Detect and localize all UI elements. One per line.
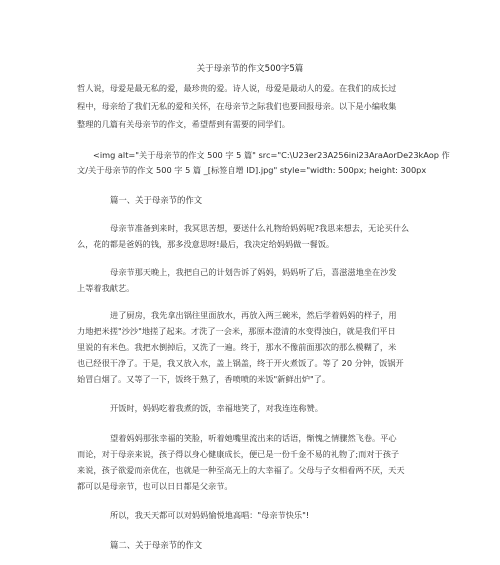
- paragraph-line: 开饭时，妈妈吃着我煮的饭，幸福地笑了，对我连连称赞。: [110, 403, 323, 413]
- paragraph-line: 始冒白烟了。又等了一下，饭终于熟了，香喷喷的米饭"新鲜出炉"了。: [77, 374, 331, 384]
- paragraph-line: 来说，孩子欲爱而亲优在，也就是一种至高无上的大幸福了。父母与子女相看两不厌，天天: [77, 465, 405, 475]
- intro-line: 程中，母亲给了我们无私的爱和关怀，在母亲节之际我们也要回报母亲。以下是小编收集: [77, 101, 397, 111]
- intro-line: 哲人说，母爱是最无私的爱，最珍贵的爱。诗人说，母爱是最动人的爱。在我们的成长过: [77, 83, 397, 93]
- intro-line: 整理的几篇有关母亲节的作文，希望帮到有需要的同学们。: [77, 119, 290, 129]
- section-heading-2: 篇二、关于母亲节的作文: [110, 540, 203, 550]
- img-tag-line: <img alt="关于母亲节的作文 500 字 5 篇" src="C:\U23er23A256ini23AraAorDe23kAop 作: [93, 150, 450, 160]
- paragraph-line: 望着妈妈那张幸福的笑脸，听着她嘴里流出来的话语，惭愧之情骤然飞卷。平心: [110, 433, 397, 443]
- paragraph-line: 力地把米搓"沙沙"地搓了起来。才洗了一会米，那原本澄清的水变得浊白，就是我们平日: [77, 326, 396, 336]
- paragraph-line: 都可以是母亲节，也可以日日都是父亲节。: [77, 481, 233, 491]
- img-tag-line: 文/关于母亲节的作文 500 字 5 篇 _[标签自增 ID].jpg" style="width: 500px; height: 300px: [77, 165, 427, 175]
- paragraph-line: 母亲节那天晚上，我把自己的计划告诉了妈妈，妈妈听了后，喜滋滋地坐在沙发: [110, 267, 397, 277]
- paragraph-line: 也已经很干净了。于是，我又放入水，盖上锅盖，终于开火煮饭了。等了 20 分钟，饭锅开: [77, 358, 404, 368]
- paragraph-line: 所以，我天天都可以对妈妈愉悦地高唱："母亲节快乐"!: [110, 510, 310, 520]
- paragraph-line: 进了厨房，我先拿出锅往里面放水，再放入两三碗米，然后学着妈妈的样子，用: [110, 310, 397, 320]
- paragraph-line: 上等着我献艺。: [77, 283, 135, 293]
- paragraph-line: 而论，对于母亲来说，孩子得以身心健康成长，便已是一份千金不易的礼物了;而对于孩子: [77, 449, 400, 459]
- paragraph-line: 里说的有米色。我把水倒掉后，又洗了一遍。终于，那水不像前面那次的那么模糊了，米: [77, 342, 397, 352]
- paragraph-line: 母亲节准备到来时，我冥思苦想，要送什么礼物给妈妈呢?我思来想去，无论买什么: [110, 223, 410, 233]
- section-heading-1: 篇一、关于母亲节的作文: [110, 195, 203, 205]
- document-title: 关于母亲节的作文500字5篇: [196, 64, 304, 74]
- paragraph-line: 么，花的都是爸妈的钱，那多没意思呀!最后，我决定给妈妈做一餐饭。: [77, 239, 335, 249]
